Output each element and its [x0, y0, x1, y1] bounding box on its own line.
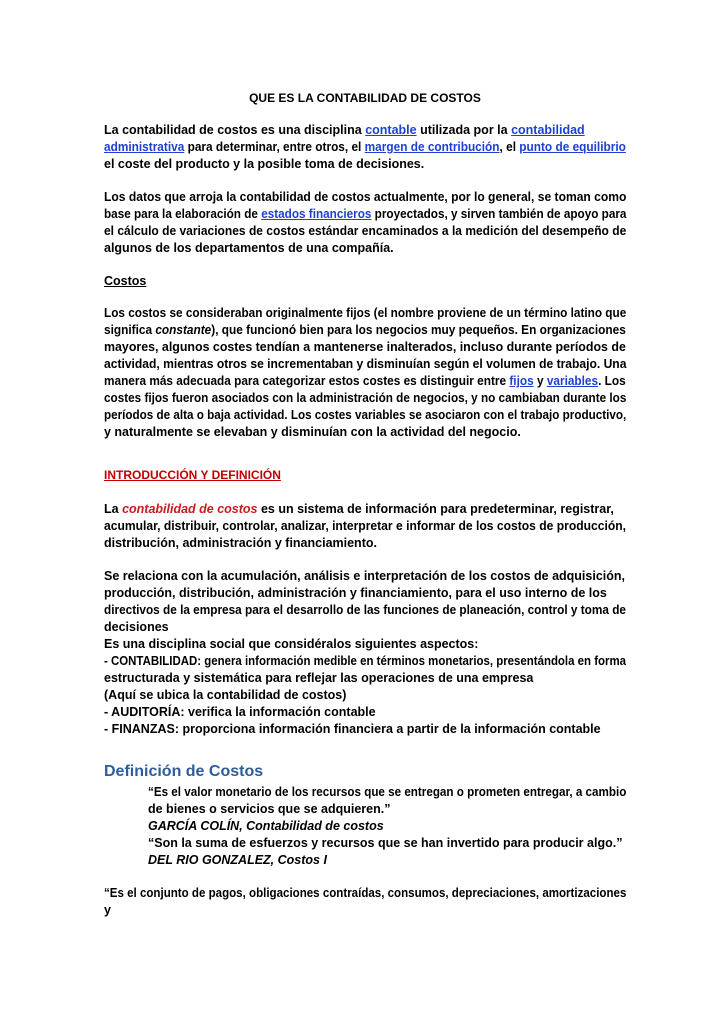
paragraph-line: períodos de alta o baja actividad. Los costes variables se asociaron con el trabajo productivo, [104, 408, 627, 422]
link-contabilidad[interactable]: contabilidad [511, 123, 585, 137]
quote-line: de bienes o servicios que se adquieren.” [148, 802, 391, 816]
link-fijos[interactable]: fijos [509, 374, 534, 388]
paragraph-line: - CONTABILIDAD: genera información medible en términos monetarios, presentándola en forma [104, 654, 626, 668]
text: constante [155, 323, 212, 337]
text: para determinar, entre otros, el [184, 140, 365, 154]
paragraph-line: actividad, mientras otros se incrementaban y disminuían según el volumen de trabajo. Una [104, 357, 627, 371]
text: La [104, 502, 123, 516]
paragraph-line: estructurada y sistemática para reflejar las operaciones de una empresa [104, 671, 534, 685]
text: , el [499, 140, 520, 154]
paragraph-line: “Es el conjunto de pagos, obligaciones contraídas, consumos, depreciaciones, amortizaciones [104, 886, 627, 900]
quote-source: GARCÍA COLÍN, Contabilidad de costos [148, 819, 384, 833]
quote-source: DEL RIO GONZALEZ, Costos I [148, 853, 327, 867]
paragraph-line: (Aquí se ubica la contabilidad de costos) [104, 688, 347, 702]
page-title: QUE ES LA CONTABILIDAD DE COSTOS [249, 91, 481, 105]
text: proyectados, y sirven también de apoyo para [371, 207, 627, 221]
paragraph-line: Los costos se consideraban originalmente fijos (el nombre proviene de un término latino que [104, 306, 627, 320]
quote-line: “Es el valor monetario de los recursos que se entregan o prometen entregar, a cambio [148, 785, 627, 799]
paragraph-line [104, 373, 626, 389]
text: contabilidad de costos [122, 123, 258, 137]
text: La [104, 123, 123, 137]
text: y [533, 374, 547, 388]
paragraph-line: y naturalmente se elevaban y disminuían con la actividad del negocio. [104, 425, 521, 439]
paragraph-line: algunos de los departamentos de una compañía. [104, 241, 394, 255]
section-heading-introduccion: INTRODUCCIÓN Y DEFINICIÓN [104, 468, 281, 482]
quote-line: “Son la suma de esfuerzos y recursos que se han invertido para producir algo.” [148, 836, 623, 850]
link-variables[interactable]: variables [546, 374, 599, 388]
section-heading-definicion: Definición de Costos [104, 763, 264, 780]
paragraph-line [104, 206, 626, 222]
text: es un sistema de información para predeterminar, registrar, [257, 502, 614, 516]
paragraph-line [104, 501, 614, 517]
paragraph-line: decisiones [104, 620, 169, 634]
paragraph-line: directivos de la empresa para el desarrollo de las funciones de planeación, control y toma de [104, 603, 626, 617]
text: . Los [598, 374, 626, 388]
text: significa [104, 323, 156, 337]
paragraph-line: costes fijos fueron asociados con la administración de negocios, y no cambiaban durante los [104, 391, 627, 405]
paragraph-line [104, 122, 585, 138]
link-administrativa[interactable]: administrativa [104, 140, 185, 154]
paragraph-line: producción, distribución, administración y financiamiento, para el uso interno de los [104, 586, 607, 600]
text: contabilidad de costos [122, 502, 258, 516]
link-contable[interactable]: contable [365, 123, 417, 137]
paragraph-line: distribución, administración y financiamiento. [104, 536, 377, 550]
text: base para la elaboración de [104, 207, 262, 221]
text: manera más adecuada para categorizar estos costes es distinguir entre [104, 374, 510, 388]
paragraph-line: - AUDITORÍA: verifica la información contable [104, 705, 376, 719]
paragraph-line: Los datos que arroja la contabilidad de costos actualmente, por lo general, se toman como [104, 190, 627, 204]
link-margen-de-contribucion[interactable]: margen de contribución [364, 140, 500, 154]
link-punto-de-equilibrio[interactable]: punto de equilibrio [519, 140, 626, 154]
paragraph-line [104, 139, 626, 155]
section-heading-costos: Costos [104, 274, 147, 288]
paragraph-line: - FINANZAS: proporciona información financiera a partir de la información contable [104, 722, 601, 736]
text: es una disciplina [257, 123, 366, 137]
paragraph-line: Es una disciplina social que considéralos siguientes aspectos: [104, 637, 479, 651]
paragraph-line: el coste del producto y la posible toma de decisiones. [104, 157, 425, 171]
paragraph-line: el cálculo de variaciones de costos estándar encaminados a la medición del desempeño de [104, 224, 627, 238]
paragraph-line: mayores, algunos costes tendían a mantenerse inalterados, incluso durante períodos de [104, 340, 626, 354]
paragraph-line: y [104, 903, 111, 917]
link-estados-financieros[interactable]: estados financieros [261, 207, 372, 221]
paragraph-line: acumular, distribuir, controlar, analizar, interpretar e informar de los costos de producción, [104, 519, 627, 533]
paragraph-line [104, 322, 626, 338]
paragraph-line: Se relaciona con la acumulación, análisis e interpretación de los costos de adquisición, [104, 569, 625, 583]
text: utilizada por la [416, 123, 512, 137]
text: ), que funcionó bien para los negocios muy pequeños. En organizaciones [211, 323, 626, 337]
